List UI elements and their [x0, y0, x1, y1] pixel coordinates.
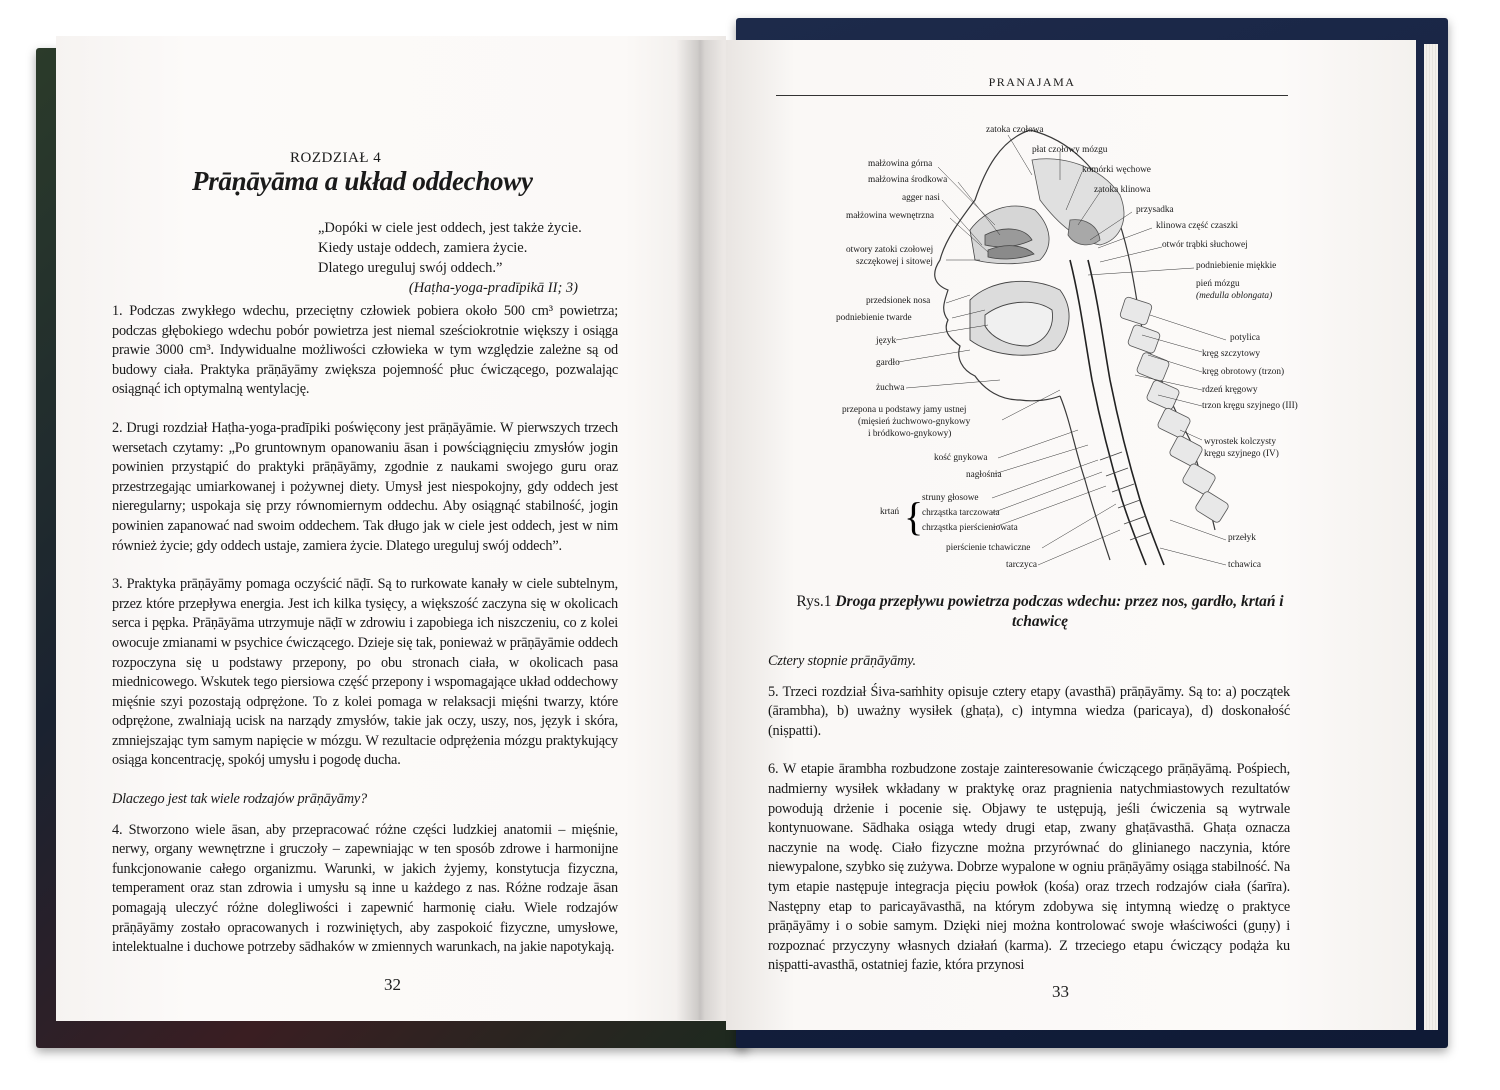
- figure-caption-text: Droga przepływu powietrza podczas wdechu: przez nos, gardło, krtań i tchawicę: [835, 593, 1284, 630]
- label-malzowina-gorna: małżowina górna: [868, 159, 933, 169]
- motto-line: Kiedy ustaje oddech, zamiera życie.: [318, 240, 528, 256]
- motto-line: Dlatego ureguluj swój oddech.”: [318, 260, 503, 276]
- paragraph: 2. Drugi rozdział Haṭha-yoga-pradīpiki poświęcony jest prāṇāyāmie. W pierwszych trzech wersetach czytamy: „Po gruntownym opanowaniu āsan i powściągnięciu zmysłów jogin powinien przystąpić do praktyki prāṇāyāmy, zgodnie z naukami swojego guru oraz przestrzegając umiarkowanej i pożywnej diety. Umysł jest niespokojny, gdy oddech jest nieregularny; uspokaja się przy równomiernym oddechu. Aby osiągnąć stabilność, jogin powinien zapanować nad swoim oddechem. Tak długo jak w ciele jest oddech, jest w nim również życie; gdy oddech ustaje, zamiera życie. Dlatego ureguluj swój oddech”.: [112, 419, 618, 554]
- label-krag-szczytowy: kręg szczytowy: [1202, 349, 1261, 359]
- label-zuchwa: żuchwa: [876, 383, 905, 393]
- nasal-cavity: [970, 206, 1049, 264]
- label-otwory-zatoki-2: szczękowej i sitowej: [856, 257, 933, 267]
- label-komorki-wechowe: komórki węchowe: [1082, 165, 1151, 175]
- label-kosc-gnykowa: kość gnykowa: [934, 453, 988, 463]
- label-struny: struny głosowe: [922, 493, 979, 503]
- label-otwory-zatoki: otwory zatoki czołowej: [846, 245, 934, 255]
- label-tchawica: tchawica: [1228, 560, 1262, 570]
- label-przepona: przepona u podstawy jamy ustnej: [842, 405, 967, 415]
- label-otwor-trabki: otwór trąbki słuchowej: [1162, 240, 1248, 250]
- paragraph: 3. Praktyka prāṇāyāmy pomaga oczyścić nāḍī. Są to rurkowate kanały w ciele subtelnym, przez które przepływa energia. Jest ich kilka tysięcy, a większość zaczyna się w okolicach serca i pępka. Prāṇāyāma utrzymuje nāḍī w zdrowiu i zapobiega ich niszczeniu, co z kolei owocuje zmianami w psychice ćwiczącego. Dzieje się tak, ponieważ w prāṇāyāmie oddech rozpoczyna się u podstawy przepony, po obu stronach ciała, w okolicach pasa miednicowego. Wskutek tego piersiowa część przepony i wspomagające układ oddechowy mięśnie szyi pozostają odprężone. To z kolei pomaga w relaksacji mięśni twarzy, które odprężone, zwalniają ucisk na narządy zmysłów, takie jak oczy, uszy, nos, język i skóra, zmniejszając tym samym napięcie w mózgu. W rezultacie odprężenia mózgu praktykujący osiąga koncentrację, spokój umysłu i pogodę ducha.: [112, 576, 618, 769]
- label-krtan: krtań: [880, 507, 900, 517]
- label-klinowa-czesc: klinowa część czaszki: [1156, 221, 1239, 231]
- label-pien-mozgu: pień mózgu: [1196, 279, 1240, 289]
- motto-line: „Dopóki w ciele jest oddech, jest także życie.: [318, 220, 582, 236]
- label-przelyk: przełyk: [1228, 533, 1256, 543]
- paragraph: 5. Trzeci rozdział Śiva-saṁhity opisuje cztery etapy (avasthā) prāṇāyāmy. Są to: a) początek (ārambha), b) uważny wysiłek (ghaṭa), c) intymna wiedza (paricaya), d) doskonałość (niṣpatti).: [768, 683, 1290, 739]
- label-naglosnia: nagłośnia: [966, 470, 1002, 480]
- label-przysadka: przysadka: [1136, 205, 1174, 215]
- krtan-brace: {: [904, 494, 924, 539]
- figure-number: Rys.1: [796, 593, 832, 610]
- label-przepona-2: (mięsień żuchwowo-gnykowy: [858, 417, 971, 427]
- label-przedsionek-nosa: przedsionek nosa: [866, 296, 931, 306]
- label-chrzastka-tarczowata: chrząstka tarczowata: [922, 508, 1000, 518]
- label-wyrostek: wyrostek kolczysty: [1204, 437, 1277, 447]
- trachea: [1100, 452, 1152, 540]
- motto-source: (Haṭha-yoga-pradīpikā II; 3): [408, 280, 578, 296]
- label-medulla: (medulla oblongata): [1196, 291, 1273, 301]
- paragraph: 4. Stworzono wiele āsan, aby przepracować różne części ludzkiej anatomii – mięśnie, nerwy, organy wewnętrzne i gruczoły – zapewniając w ten sposób zdrowe i harmonijne funkcjonowanie całego organizmu. Warunki, w jakich żyjemy, konstytucja fizyczna, temperament oraz stan zdrowia i umysłu są inne u każdego z nas. Różne rodzaje āsan pomagają uleczyć różne dolegliwości i zapewnić harmonię ciału. Wiele rodzajów prāṇāyāmy zostało opracowanych i rozwiniętych, aby zaspokoić fizyczne, umysłowe, intelektualne i duchowe potrzeby sādhaków w zmiennych warunkach, na jakie napotykają.: [112, 821, 618, 956]
- page-number-right: 33: [1052, 982, 1069, 1001]
- label-agger-nasi: agger nasi: [902, 193, 940, 203]
- chapter-title: Prāṇāyāma a układ oddechowy: [192, 166, 533, 196]
- label-plat-czolowy: płat czołowy mózgu: [1032, 145, 1108, 155]
- section-question: Cztery stopnie prāṇāyāmy.: [768, 653, 916, 669]
- label-potylica: potylica: [1230, 333, 1260, 343]
- label-malzowina-wewnetrzna: małżowina wewnętrzna: [846, 211, 935, 221]
- running-head: PRANAJAMA: [776, 75, 1288, 96]
- label-rdzen-kregowy: rdzeń kręgowy: [1202, 385, 1258, 395]
- page-edges: [1424, 44, 1438, 1030]
- paragraph: 1. Podczas zwykłego wdechu, przeciętny człowiek pobiera około 500 cm³ powietrza; podczas głębokiego wdechu pobór powietrza jest niemal sześciokrotnie większy i osiąga prawie 3000 cm³. Indywidualne możliwości człowieka w tym względzie zależne są od budowy ciała. Praktyka prāṇāyāmy zwiększa pojemność płuc ćwiczącego, pozwalając osiągnąć ich optymalną wentylację.: [112, 303, 618, 398]
- section-question: Dlaczego jest tak wiele rodzajów prāṇāyāmy?: [112, 791, 367, 808]
- label-podniebienie-twarde: podniebienie twarde: [836, 313, 912, 323]
- page-number-left: 32: [384, 975, 401, 994]
- label-zatoka-czolowa: zatoka czołowa: [986, 125, 1044, 135]
- label-przepona-3: i bródkowo-gnykowy): [868, 429, 952, 439]
- label-gardlo: gardło: [876, 358, 900, 368]
- label-malzowina-srodkowa: małżowina środkowa: [868, 175, 948, 185]
- oral-cavity: [970, 281, 1069, 355]
- label-jezyk: język: [876, 336, 897, 346]
- label-trzon-kregu: trzon kręgu szyjnego (III): [1202, 401, 1298, 411]
- left-body-text: [112, 302, 618, 977]
- label-chrzastka-pierscieniowata: chrząstka pierścieniowata: [922, 523, 1018, 533]
- chapter-motto: [318, 218, 638, 298]
- label-pierscienie: pierścienie tchawiczne: [946, 543, 1031, 553]
- anatomy-diagram: [770, 100, 1310, 570]
- figure-caption: [790, 592, 1290, 632]
- right-body-text: [768, 652, 1290, 995]
- label-zatoka-klinowa: zatoka klinowa: [1094, 185, 1151, 195]
- label-podniebienie-miekkie: podniebienie miękkie: [1196, 261, 1277, 271]
- chapter-label: ROZDZIAŁ 4: [290, 150, 382, 166]
- label-tarczyca: tarczyca: [1006, 560, 1037, 570]
- label-wyrostek-2: kręgu szyjnego (IV): [1204, 449, 1279, 459]
- paragraph: 6. W etapie ārambha rozbudzone zostaje zainteresowanie ćwiczącego prāṇāyāmą. Pośpiech, nadmierny wysiłek wkładany w praktykę oraz pragnienia natychmiastowych rezultatów powodują drżenie i pocenie się. Objawy te ustępują, jeśli ćwiczenia są wytrwale kontynuowane. Sādhaka osiąga wtedy drugi etap, zwany ghaṭāvasthā. Ghaṭa oznacza naczynie na wodę. Ciało fizyczne można przyrównać do glinianego naczynia, które niewypalone, szybko się zużywa. Dobrze wypalone w ogniu prāṇāyāmy osiąga stabilność. Na tym etapie następuje integracja pięciu powłok (kośa) oraz trzech rodzajów ciała (śarīra). Następny etap to paricayāvasthā, na którym zdobywa się intymną wiedzę o praktyce prāṇāyāmy i o sobie samym. Dzięki niej można kontrolować swoje właściwości (guṇy) i rozpoznać przyczyny własnych działań (karma). Z trzeciego etapu ćwiczący podąża ku niṣpatti-avasthā, ostatniej fazie, która przynosi: [768, 761, 1290, 974]
- label-krag-obrotowy: kręg obrotowy (trzon): [1202, 367, 1285, 377]
